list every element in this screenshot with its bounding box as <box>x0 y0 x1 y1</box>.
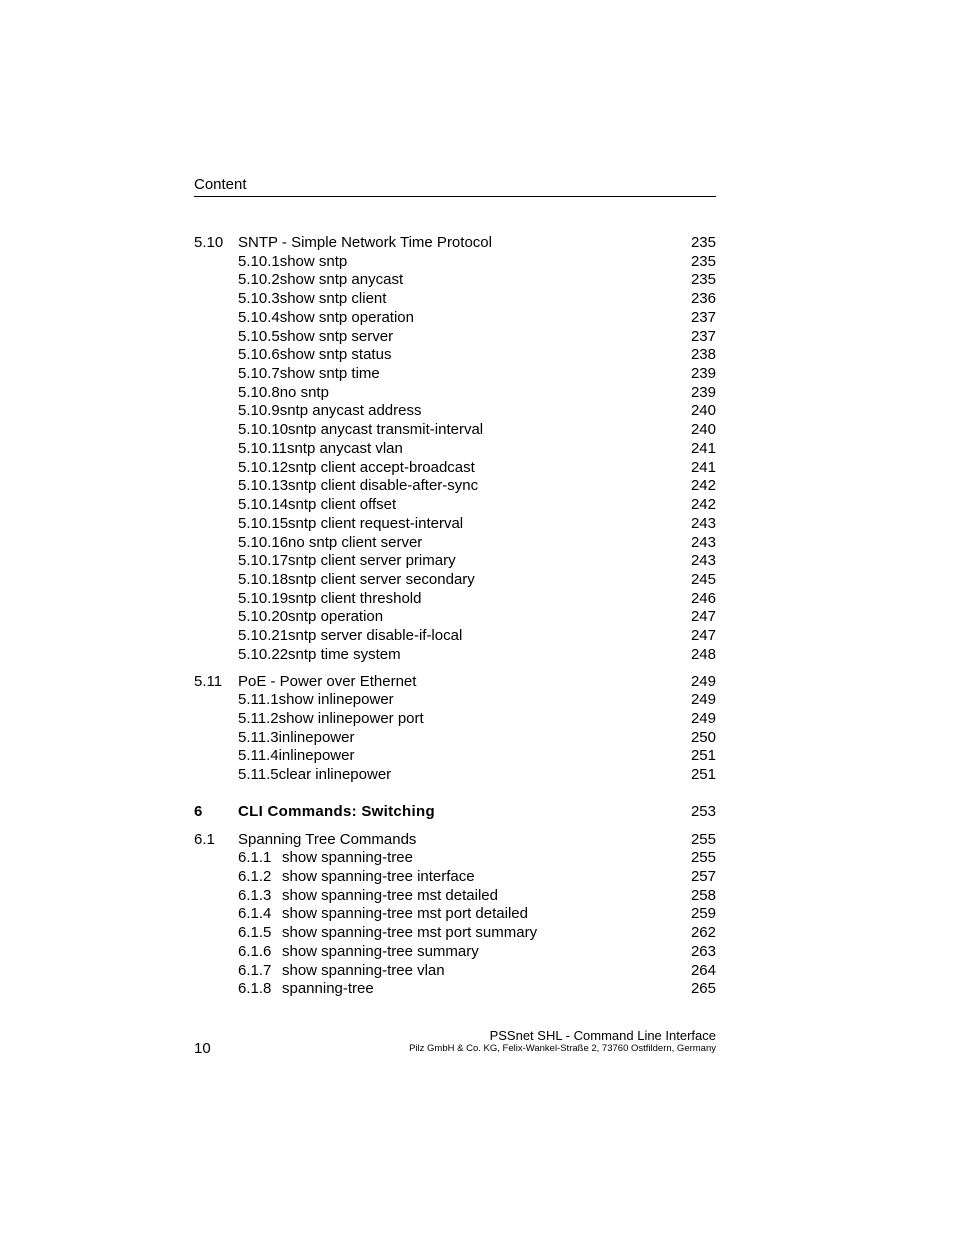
page-number: 265 <box>690 980 716 998</box>
entry-number: 5.11.2 <box>238 709 279 727</box>
page-number: 259 <box>690 905 716 923</box>
page-number: 263 <box>690 942 716 960</box>
entry-label <box>238 552 456 571</box>
table-of-contents <box>194 234 716 999</box>
toc-entry-row[interactable] <box>194 747 716 766</box>
toc-section-row[interactable] <box>194 831 716 850</box>
toc-entry-row[interactable] <box>194 459 716 478</box>
page-number: 243 <box>690 533 716 551</box>
entry-title: sntp client server primary <box>288 552 456 570</box>
entry-title: show spanning-tree mst port detailed <box>282 905 528 923</box>
entry-number: 5.10.21 <box>238 627 289 645</box>
toc-entry-row[interactable] <box>194 534 716 553</box>
toc-entry-row[interactable] <box>194 421 716 440</box>
entry-number: 5.10.18 <box>238 570 289 588</box>
entry-label <box>238 309 414 328</box>
entry-title: sntp client offset <box>288 496 397 514</box>
toc-entry-row[interactable] <box>194 868 716 887</box>
entry-number: 5.10.7 <box>238 365 280 383</box>
page-number: 237 <box>690 327 716 345</box>
entry-title: show sntp time <box>279 365 380 383</box>
entry-number: 5.10.9 <box>238 402 280 420</box>
entry-number: 6.1.4 <box>238 905 272 923</box>
page-number: 235 <box>690 252 716 270</box>
entry-title: show spanning-tree summary <box>282 942 479 960</box>
page-number: 236 <box>690 290 716 308</box>
entry-number: 6.1.8 <box>238 980 272 998</box>
running-header: Content <box>194 176 247 193</box>
toc-entry-row[interactable] <box>194 271 716 290</box>
entry-label <box>238 440 403 459</box>
section-number: 5.11 <box>194 672 223 690</box>
toc-entry-row[interactable] <box>194 691 716 710</box>
entry-number: 5.11.3 <box>238 728 279 746</box>
chapter-title: CLI Commands: Switching <box>238 802 435 820</box>
entry-number: 5.10.22 <box>238 645 289 663</box>
page-number: 245 <box>690 570 716 588</box>
entry-number: 6.1.5 <box>238 924 272 942</box>
toc-entry-row[interactable] <box>194 766 716 785</box>
entry-title: show spanning-tree interface <box>282 868 475 885</box>
entry-title: show inlinepower port <box>278 709 424 727</box>
entry-title: show spanning-tree vlan <box>282 961 445 979</box>
toc-entry-row[interactable] <box>194 496 716 515</box>
page-number: 264 <box>690 961 716 979</box>
entry-number: 6.1.6 <box>238 942 272 960</box>
entry-title: show sntp status <box>279 346 392 364</box>
toc-entry-row[interactable] <box>194 924 716 943</box>
entry-title: sntp anycast address <box>279 402 422 420</box>
entry-title: show sntp <box>279 252 348 270</box>
entry-title: sntp client accept-broadcast <box>288 458 475 476</box>
entry-label <box>238 384 329 403</box>
entry-label <box>238 766 391 785</box>
page-number: 257 <box>690 868 716 885</box>
entry-number: 5.10.16 <box>238 533 289 551</box>
toc-entry-row[interactable] <box>194 477 716 496</box>
page-number: 238 <box>690 346 716 364</box>
page-number: 258 <box>690 886 716 904</box>
chapter-number: 6 <box>194 802 203 820</box>
entry-title: show sntp client <box>279 290 387 308</box>
entry-label <box>238 459 475 478</box>
toc-entry-row[interactable] <box>194 346 716 365</box>
entry-number: 5.10.11 <box>238 439 287 457</box>
toc-entry-row[interactable] <box>194 729 716 748</box>
entry-label <box>238 515 463 534</box>
entry-number: 5.10.14 <box>238 496 289 514</box>
page-number: 248 <box>690 645 716 663</box>
page-number: 240 <box>690 402 716 420</box>
toc-entry-row[interactable] <box>194 552 716 571</box>
page-number: 262 <box>690 924 716 942</box>
page-number: 255 <box>690 849 716 867</box>
page-number: 243 <box>690 552 716 570</box>
entry-label <box>238 496 396 515</box>
entry-title: show spanning-tree <box>282 849 413 867</box>
toc-subsection-list <box>194 253 716 665</box>
entry-number: 6.1.3 <box>238 886 272 904</box>
toc-entry-row[interactable] <box>194 943 716 962</box>
entry-label <box>238 710 424 729</box>
entry-label <box>238 253 347 272</box>
toc-entry-row[interactable] <box>194 627 716 646</box>
toc-section-row[interactable] <box>194 673 716 692</box>
toc-entry-row[interactable] <box>194 887 716 906</box>
section-title: Spanning Tree Commands <box>238 830 417 848</box>
toc-section-5-11 <box>194 673 716 785</box>
page-number: 249 <box>690 709 716 727</box>
entry-title: show spanning-tree mst port summary <box>282 924 538 942</box>
entry-number: 5.10.20 <box>238 608 289 626</box>
toc-entry-row[interactable] <box>194 328 716 347</box>
entry-title: show sntp server <box>279 327 394 345</box>
entry-title: no sntp client server <box>288 533 423 551</box>
entry-title: spanning-tree <box>282 980 374 998</box>
entry-title: show sntp anycast <box>279 271 404 289</box>
toc-entry-row[interactable] <box>194 849 716 868</box>
page-number: 237 <box>690 308 716 326</box>
entry-label <box>238 691 394 710</box>
entry-number: 6.1.1 <box>238 849 272 867</box>
entry-title: sntp anycast transmit-interval <box>288 421 484 439</box>
section-title: PoE - Power over Ethernet <box>238 672 417 690</box>
page-number: 251 <box>690 747 716 765</box>
entry-number: 5.10.2 <box>238 271 280 289</box>
page-number: 235 <box>690 271 716 289</box>
toc-entry-row[interactable] <box>194 515 716 534</box>
footer-publisher: Pilz GmbH & Co. KG, Felix-Wankel-Straße 2, 73760 Ostfildern, Germany <box>409 1043 716 1054</box>
entry-number: 5.11.4 <box>238 747 279 765</box>
entry-title: inlinepower <box>278 728 355 746</box>
page-number: 247 <box>690 627 716 645</box>
toc-entry-row[interactable] <box>194 980 716 999</box>
section-number: 6.1 <box>194 830 215 848</box>
entry-number: 5.10.12 <box>238 458 289 476</box>
entry-title: show inlinepower <box>278 691 394 709</box>
page-number: 255 <box>690 830 716 848</box>
entry-label <box>238 290 386 309</box>
entry-label <box>238 271 403 290</box>
entry-label <box>238 590 421 609</box>
page-number: 239 <box>690 365 716 383</box>
toc-entry-row[interactable] <box>194 590 716 609</box>
section-number: 5.10 <box>194 234 224 251</box>
toc-chapter-row[interactable] <box>194 803 716 822</box>
toc-entry-row[interactable] <box>194 710 716 729</box>
entry-title: sntp client request-interval <box>288 514 464 532</box>
page-number: 241 <box>690 439 716 457</box>
page-number: 250 <box>690 728 716 746</box>
page-number: 243 <box>690 514 716 532</box>
page-number: 240 <box>690 421 716 439</box>
entry-label <box>238 346 391 365</box>
toc-entry-row[interactable] <box>194 646 716 665</box>
entry-label <box>238 402 421 421</box>
entry-title: sntp operation <box>288 608 384 626</box>
entry-number: 5.10.4 <box>238 308 280 326</box>
entry-title: no sntp <box>279 383 329 401</box>
toc-entry-row[interactable] <box>194 253 716 272</box>
toc-entry-row[interactable] <box>194 440 716 459</box>
toc-subsection-list <box>194 691 716 785</box>
toc-entry-row[interactable] <box>194 384 716 403</box>
header-divider <box>194 196 716 197</box>
entry-label <box>238 571 475 590</box>
page-number: 242 <box>690 477 716 495</box>
entry-label <box>238 747 354 766</box>
entry-number: 5.10.17 <box>238 552 289 570</box>
toc-entry-row[interactable] <box>194 962 716 981</box>
entry-title: sntp anycast vlan <box>286 439 403 457</box>
entry-title: sntp client server secondary <box>288 570 475 588</box>
entry-number: 5.10.3 <box>238 290 280 308</box>
entry-number: 5.10.19 <box>238 589 289 607</box>
entry-title: show sntp operation <box>279 308 414 326</box>
entry-number: 5.10.6 <box>238 346 280 364</box>
entry-title: sntp server disable-if-local <box>288 627 463 645</box>
entry-title: inlinepower <box>278 747 355 765</box>
page-number: 246 <box>690 589 716 607</box>
toc-section-row[interactable] <box>194 234 716 253</box>
entry-label <box>238 608 383 627</box>
entry-label <box>238 646 401 665</box>
page-number: 253 <box>690 802 716 820</box>
entry-number: 5.10.13 <box>238 477 289 495</box>
page-number: 239 <box>690 383 716 401</box>
page-number: 249 <box>690 691 716 709</box>
footer-page-number: 10 <box>194 1040 211 1057</box>
entry-number: 6.1.2 <box>238 868 272 885</box>
entry-number: 5.10.15 <box>238 514 289 532</box>
entry-title: clear inlinepower <box>278 766 392 784</box>
entry-number: 5.10.8 <box>238 383 280 401</box>
entry-title: sntp client disable-after-sync <box>288 477 479 495</box>
section-title: SNTP - Simple Network Time Protocol <box>238 234 492 251</box>
entry-number: 5.10.5 <box>238 327 280 345</box>
entry-label <box>238 729 354 748</box>
toc-entry-row[interactable] <box>194 365 716 384</box>
entry-number: 5.11.1 <box>238 691 279 709</box>
toc-entry-row[interactable] <box>194 571 716 590</box>
toc-entry-row[interactable] <box>194 290 716 309</box>
entry-label <box>238 534 422 553</box>
entry-label <box>238 627 462 646</box>
entry-title: sntp client threshold <box>288 589 422 607</box>
entry-label <box>238 365 380 384</box>
entry-title: sntp time system <box>288 645 401 663</box>
page-number: 241 <box>690 458 716 476</box>
toc-entry-row[interactable] <box>194 309 716 328</box>
page-number: 249 <box>690 672 716 690</box>
entry-label <box>238 477 478 496</box>
entry-number: 5.10.1 <box>238 252 280 270</box>
footer-doc-title: PSSnet SHL - Command Line Interface <box>489 1028 716 1043</box>
toc-entry-row[interactable] <box>194 402 716 421</box>
toc-subsection-list <box>194 849 716 999</box>
toc-section-5-10 <box>194 234 716 665</box>
toc-entry-row[interactable] <box>194 608 716 627</box>
toc-entry-row[interactable] <box>194 905 716 924</box>
page-number: 251 <box>690 766 716 784</box>
entry-label <box>238 421 483 440</box>
entry-title: show spanning-tree mst detailed <box>282 886 498 904</box>
entry-number: 6.1.7 <box>238 961 272 979</box>
entry-number: 5.11.5 <box>238 766 279 784</box>
entry-label <box>238 328 393 347</box>
toc-section-6-1 <box>194 831 716 999</box>
entry-number: 5.10.10 <box>238 421 289 439</box>
page-number: 247 <box>690 608 716 626</box>
page-number: 235 <box>690 234 716 251</box>
page-number: 242 <box>690 496 716 514</box>
